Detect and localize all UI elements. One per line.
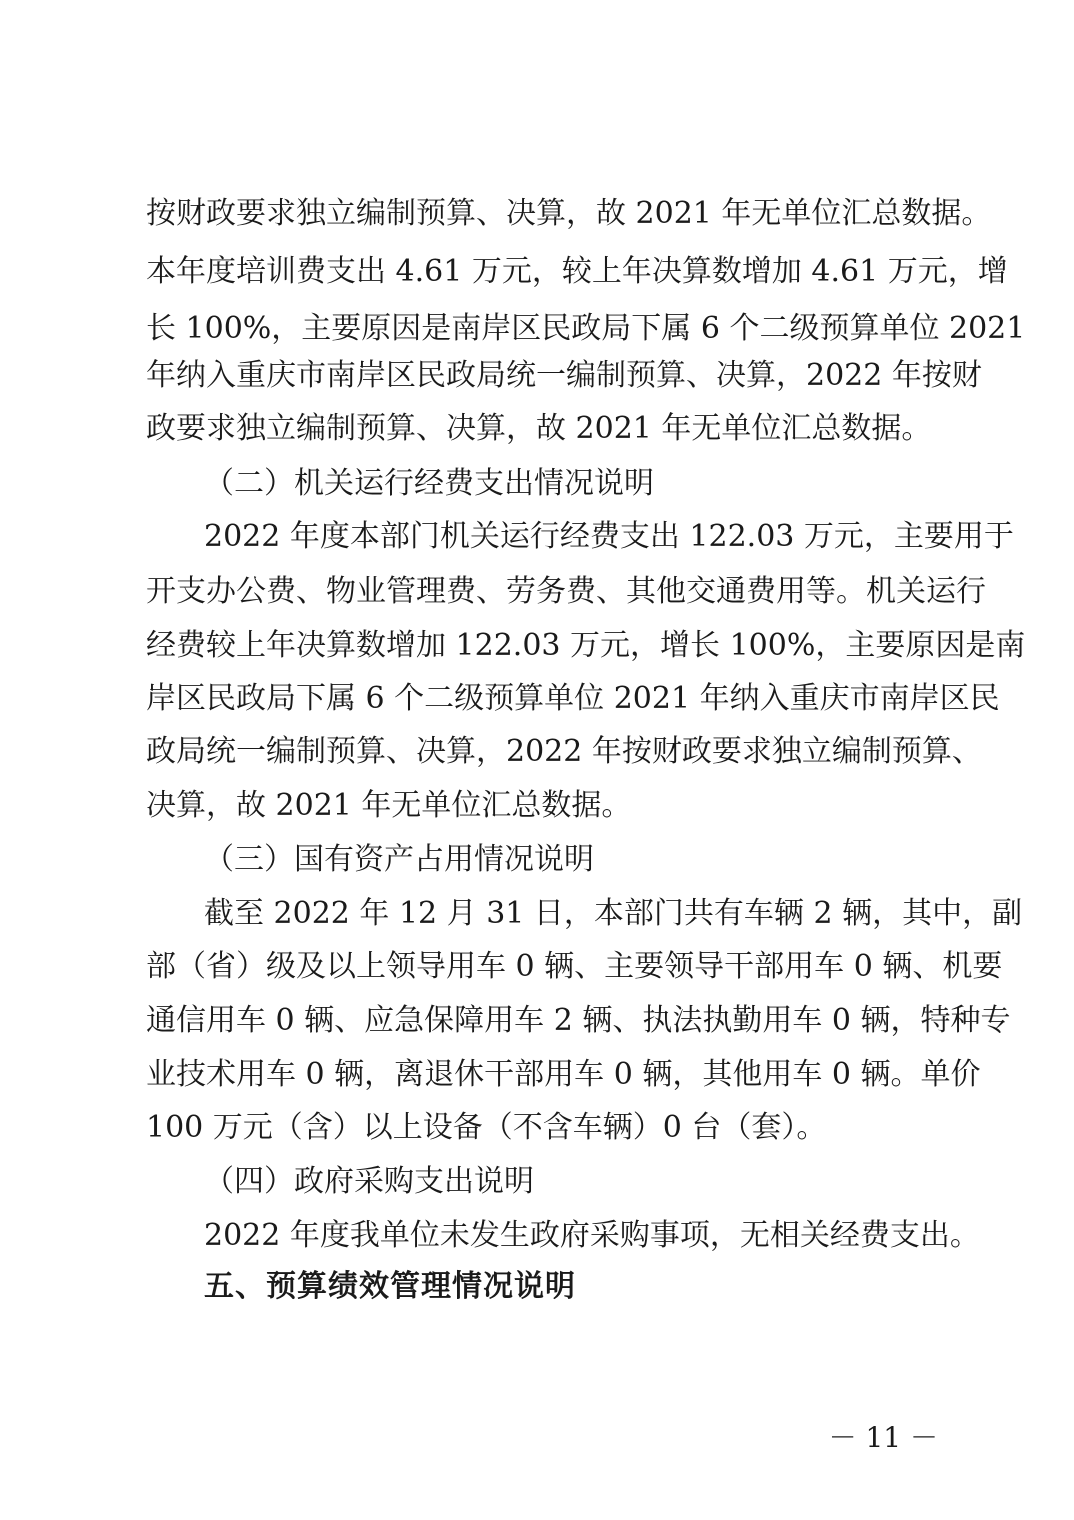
text-line: 开支办公费、物业管理费、劳务费、其他交通费用等。机关运行 — [146, 574, 986, 609]
chapter-heading: 五、预算绩效管理情况说明 — [204, 1269, 576, 1304]
text-line: 长 100%，主要原因是南岸区民政局下属 6 个二级预算单位 2021 — [146, 311, 1026, 346]
text-line: 部（省）级及以上领导用车 0 辆、主要领导干部用车 0 辆、机要 — [146, 949, 1003, 984]
text-line: 政局统一编制预算、决算，2022 年按财政要求独立编制预算、 — [146, 734, 982, 769]
text-line: 业技术用车 0 辆，离退休干部用车 0 辆，其他用车 0 辆。单价 — [146, 1057, 981, 1092]
section-heading: （二）机关运行经费支出情况说明 — [204, 466, 654, 501]
section-heading: （三）国有资产占用情况说明 — [204, 842, 594, 877]
text-line: 决算，故 2021 年无单位汇总数据。 — [146, 788, 632, 823]
text-line: 按财政要求独立编制预算、决算，故 2021 年无单位汇总数据。 — [146, 196, 992, 231]
text-line: 年纳入重庆市南岸区民政局统一编制预算、决算，2022 年按财 — [146, 358, 982, 393]
text-line: 岸区民政局下属 6 个二级预算单位 2021 年纳入重庆市南岸区民 — [146, 681, 1000, 716]
text-line: 政要求独立编制预算、决算，故 2021 年无单位汇总数据。 — [146, 411, 932, 446]
text-line: 2022 年度我单位未发生政府采购事项，无相关经费支出。 — [204, 1218, 980, 1253]
text-line: 通信用车 0 辆、应急保障用车 2 辆、执法执勤用车 0 辆，特种专 — [146, 1003, 1011, 1038]
section-heading: （四）政府采购支出说明 — [204, 1164, 534, 1199]
text-line: 100 万元（含）以上设备（不含车辆）0 台（套）。 — [146, 1110, 827, 1145]
text-line: 截至 2022 年 12 月 31 日，本部门共有车辆 2 辆，其中，副 — [204, 896, 1023, 931]
text-line: 2022 年度本部门机关运行经费支出 122.03 万元，主要用于 — [204, 519, 1014, 554]
text-line: 经费较上年决算数增加 122.03 万元，增长 100%，主要原因是南 — [146, 628, 1026, 663]
page-number: － 11 － — [828, 1421, 938, 1454]
text-line: 本年度培训费支出 4.61 万元，较上年决算数增加 4.61 万元，增 — [146, 254, 1008, 289]
